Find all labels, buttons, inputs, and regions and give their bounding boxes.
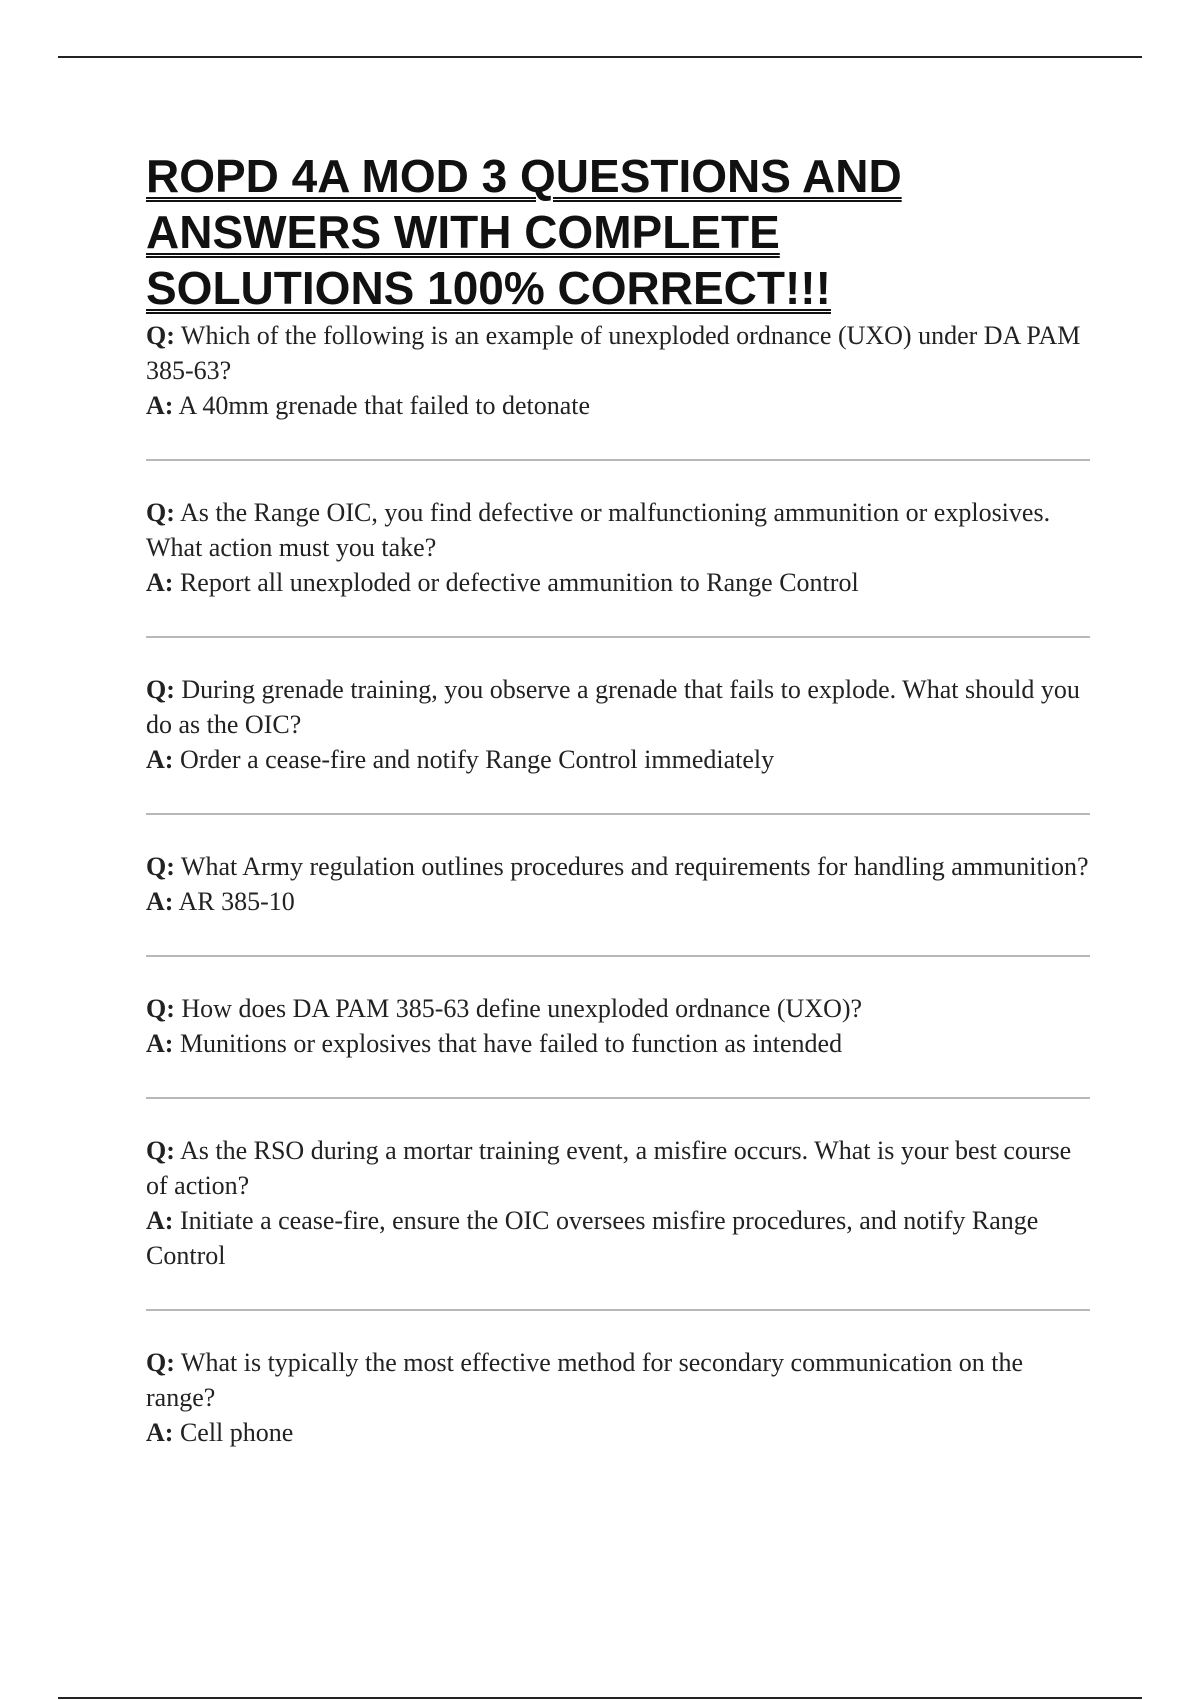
qa-item (146, 495, 1090, 600)
answer-label: A: (146, 1206, 174, 1235)
answer-text: Order a cease-fire and notify Range Control immediately (179, 745, 775, 774)
answer (146, 1026, 1090, 1061)
question (146, 991, 1090, 1026)
question (146, 495, 1090, 565)
question-label: Q: (146, 994, 175, 1023)
answer (146, 1415, 1090, 1450)
answer-label: A: (146, 887, 174, 916)
question-label: Q: (146, 675, 175, 704)
question-label: Q: (146, 1348, 175, 1377)
question-text: What Army regulation outlines procedures and requirements for handling ammunition? (180, 852, 1089, 881)
question-label: Q: (146, 1136, 175, 1165)
qa-item (146, 1133, 1090, 1273)
answer-label: A: (146, 391, 174, 420)
answer (146, 565, 1090, 600)
answer-text: A 40mm grenade that failed to detonate (178, 391, 591, 420)
question-label: Q: (146, 321, 175, 350)
document-title: ROPD 4A MOD 3 QUESTIONS AND ANSWERS WITH COMPLETE SOLUTIONS 100% CORRECT!!! (146, 150, 902, 314)
answer-label: A: (146, 1418, 174, 1447)
question (146, 849, 1090, 884)
question-text: What is typically the most effective method for secondary communication on the range? (146, 1348, 1024, 1412)
question (146, 1345, 1090, 1415)
answer-text: Report all unexploded or defective ammunition to Range Control (179, 568, 859, 597)
answer-label: A: (146, 568, 174, 597)
page-footer-rule (58, 1697, 1142, 1699)
qa-divider (146, 955, 1090, 957)
page-header-rule (58, 56, 1142, 58)
qa-divider (146, 459, 1090, 461)
question-text: During grenade training, you observe a grenade that fails to explode. What should you do as the OIC? (146, 675, 1080, 739)
answer-label: A: (146, 745, 174, 774)
document-body (146, 148, 1090, 1450)
qa-item (146, 318, 1090, 423)
answer-text: Munitions or explosives that have failed to function as intended (179, 1029, 843, 1058)
qa-divider (146, 1097, 1090, 1099)
qa-item (146, 672, 1090, 777)
qa-divider (146, 636, 1090, 638)
qa-item (146, 991, 1090, 1061)
qa-item (146, 849, 1090, 919)
question (146, 1133, 1090, 1203)
qa-list (146, 318, 1090, 1450)
qa-divider (146, 813, 1090, 815)
question (146, 672, 1090, 742)
question-text: As the RSO during a mortar training event, a misfire occurs. What is your best course of action? (146, 1136, 1072, 1200)
qa-divider (146, 1309, 1090, 1311)
answer (146, 1203, 1090, 1273)
answer-label: A: (146, 1029, 174, 1058)
answer (146, 742, 1090, 777)
answer-text: Cell phone (179, 1418, 294, 1447)
question-text: As the Range OIC, you find defective or malfunctioning ammunition or explosives. What action must you take? (146, 498, 1051, 562)
question-label: Q: (146, 498, 175, 527)
answer-text: Initiate a cease-fire, ensure the OIC oversees misfire procedures, and notify Range Control (146, 1206, 1039, 1270)
answer (146, 388, 1090, 423)
qa-item (146, 1345, 1090, 1450)
question-text: How does DA PAM 385-63 define unexploded ordnance (UXO)? (181, 994, 863, 1023)
question-text: Which of the following is an example of unexploded ordnance (UXO) under DA PAM 385-63? (146, 321, 1081, 385)
answer (146, 884, 1090, 919)
question (146, 318, 1090, 388)
answer-text: AR 385-10 (178, 887, 295, 916)
question-label: Q: (146, 852, 175, 881)
